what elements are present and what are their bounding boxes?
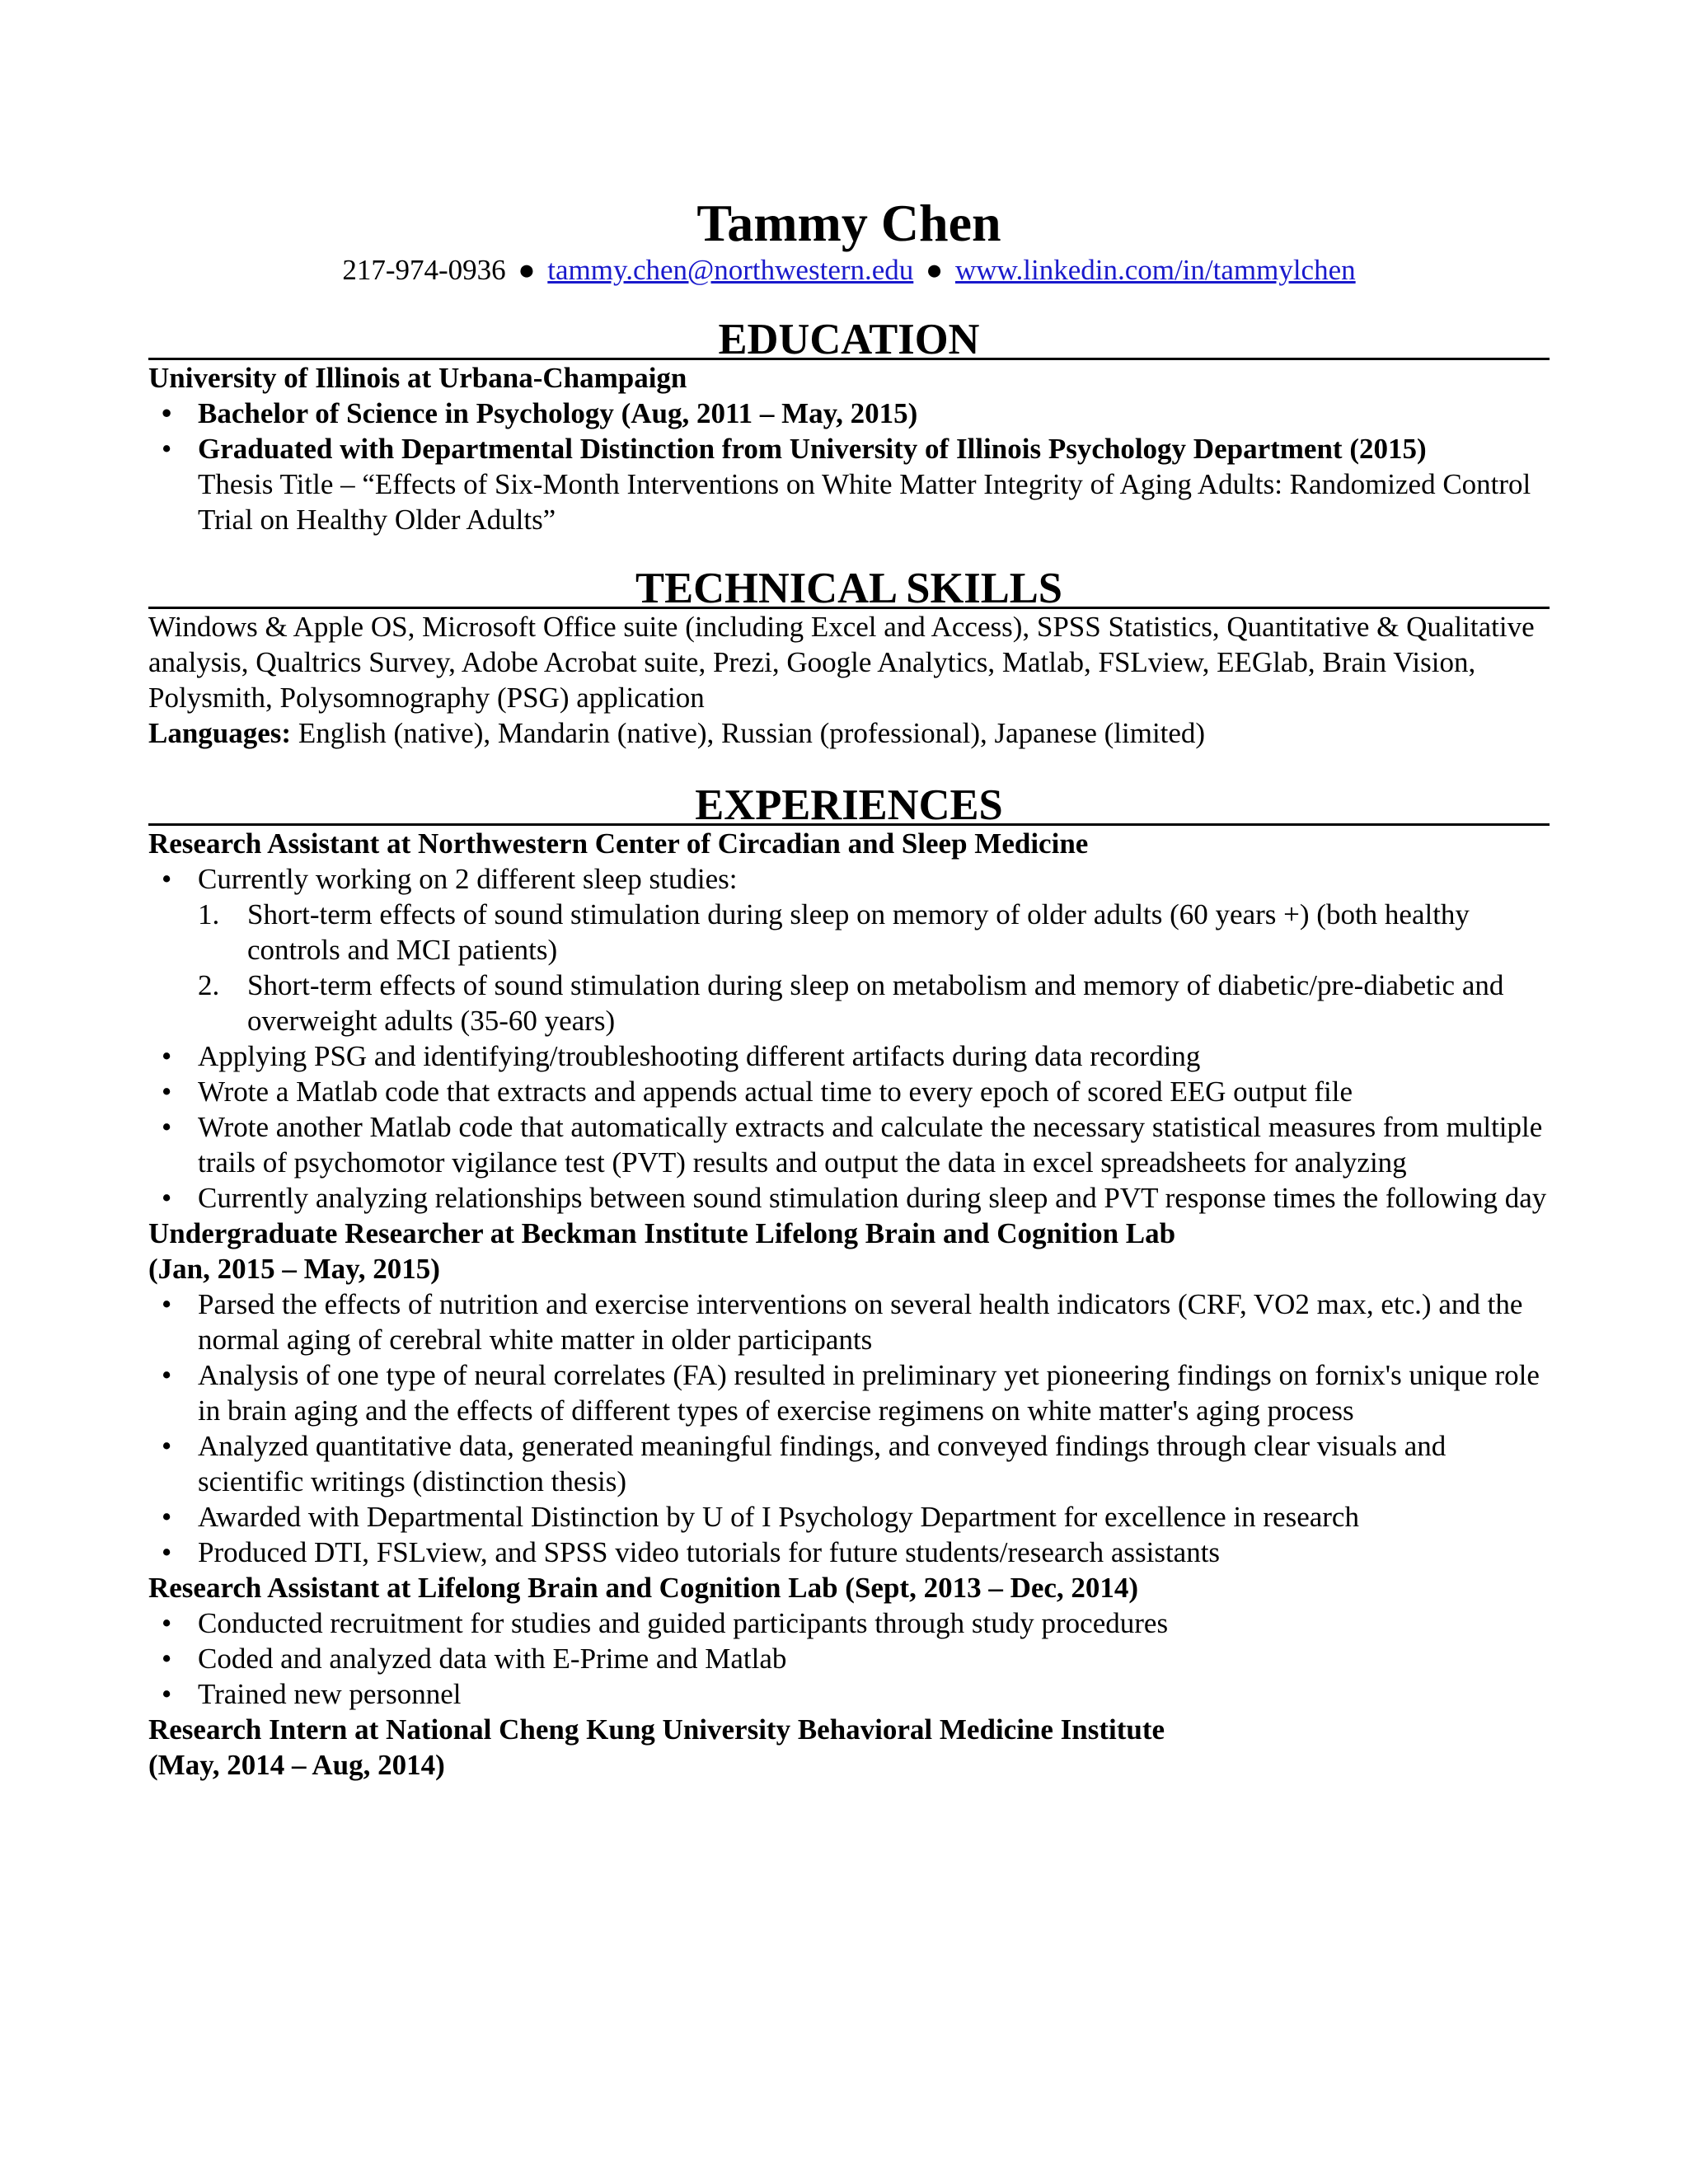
study-number: 2.	[198, 969, 220, 1001]
languages-value: English (native), Mandarin (native), Russian (professional), Japanese (limited)	[298, 717, 1206, 749]
list-item	[148, 861, 1550, 1038]
list-item: • Produced DTI, FSLview, and SPSS video tutorials for future students/research assistants	[148, 1535, 1550, 1570]
list-item: • Wrote another Matlab code that automatically extracts and calculate the necessary statistical measures from multiple trails of psychomotor vigilance test (PVT) results and output the data in excel spreadsheets for analyzing	[148, 1109, 1550, 1180]
list-item: • Bachelor of Science in Psychology (Aug, 2011 – May, 2015)	[148, 396, 1550, 431]
candidate-name: Tammy Chen	[696, 194, 1001, 252]
study-number: 1.	[198, 898, 220, 930]
list-item: • Awarded with Departmental Distinction by U of I Psychology Department for excellence in research	[148, 1499, 1550, 1535]
list-item: • Analysis of one type of neural correlates (FA) resulted in preliminary yet pioneering findings on fornix's unique role in brain aging and the effects of different types of exercise regimens on white matter's aging process	[148, 1357, 1550, 1428]
linkedin-link[interactable]: www.linkedin.com/in/tammylchen	[954, 254, 1356, 286]
job-title: Research Intern at National Cheng Kung University Behavioral Medicine Institute	[148, 1713, 1165, 1746]
job-title: Research Assistant at Northwestern Center of Circadian and Sleep Medicine	[148, 827, 1089, 860]
study-item	[198, 968, 1550, 1038]
job-dates: (May, 2014 – Aug, 2014)	[148, 1749, 445, 1781]
resume-page	[148, 194, 1550, 1783]
list-item: • Analyzed quantitative data, generated meaningful findings, and conveyed findings through clear visuals and scientific writings (distinction thesis)	[148, 1428, 1550, 1499]
job-bullets	[148, 861, 1550, 1216]
contact-line	[148, 252, 1550, 288]
distinction-text: Graduated with Departmental Distinction from University of Illinois Psychology Department (2015)	[198, 433, 1427, 465]
list-item-text: Currently working on 2 different sleep studies:	[198, 863, 738, 895]
study-item	[198, 897, 1550, 968]
education-heading: EDUCATION	[148, 321, 1550, 360]
list-item: • Wrote a Matlab code that extracts and appends actual time to every epoch of scored EEG output file	[148, 1074, 1550, 1109]
school-name: University of Illinois at Urbana-Champaign	[148, 362, 687, 394]
job-title: Undergraduate Researcher at Beckman Institute Lifelong Brain and Cognition Lab	[148, 1217, 1176, 1249]
experiences-heading: EXPERIENCES	[148, 787, 1550, 826]
education-list	[148, 396, 1550, 537]
job-dates: (Jan, 2015 – May, 2015)	[148, 1253, 440, 1285]
languages-line	[148, 715, 1550, 751]
job-bullets	[148, 1605, 1550, 1712]
skills-text: Windows & Apple OS, Microsoft Office suite (including Excel and Access), SPSS Statistics, Quantitative & Qualitative analysis, Qualtrics Survey, Adobe Acrobat suite, Prezi, Google Analytics, Matlab, FSLview, EEGlab, Brain Vision, Polysmith, Polysomnography (PSG) application	[148, 611, 1535, 714]
job-title: Research Assistant at Lifelong Brain and Cognition Lab (Sept, 2013 – Dec, 2014)	[148, 1572, 1139, 1604]
phone-number: 217-974-0936	[342, 254, 506, 286]
list-item	[148, 431, 1550, 537]
separator-dot: ●	[518, 254, 536, 286]
list-item: • Conducted recruitment for studies and guided participants through study procedures	[148, 1605, 1550, 1641]
list-item: • Parsed the effects of nutrition and exercise interventions on several health indicators (CRF, VO2 max, etc.) and the normal aging of cerebral white matter in older participants	[148, 1286, 1550, 1357]
study-text: Short-term effects of sound stimulation during sleep on memory of older adults (60 years +) (both healthy controls and MCI patients)	[247, 898, 1470, 966]
list-item: • Applying PSG and identifying/troubleshooting different artifacts during data recording	[148, 1038, 1550, 1074]
skills-heading: TECHNICAL SKILLS	[148, 570, 1550, 609]
job-bullets	[148, 1286, 1550, 1570]
separator-dot: ●	[926, 254, 944, 286]
list-item: • Currently analyzing relationships between sound stimulation during sleep and PVT response times the following day	[148, 1180, 1550, 1216]
studies-list	[198, 897, 1550, 1038]
email-link[interactable]: tammy.chen@northwestern.edu	[547, 254, 914, 286]
thesis-title: Thesis Title – “Effects of Six-Month Interventions on White Matter Integrity of Aging Adults: Randomized Control Trial on Healthy Older Adults”	[198, 468, 1531, 536]
list-item: • Coded and analyzed data with E-Prime and Matlab	[148, 1641, 1550, 1676]
languages-label: Languages:	[148, 717, 292, 749]
study-text: Short-term effects of sound stimulation during sleep on metabolism and memory of diabetic/pre-diabetic and overweight adults (35-60 years)	[247, 969, 1504, 1037]
list-item: • Trained new personnel	[148, 1676, 1550, 1712]
